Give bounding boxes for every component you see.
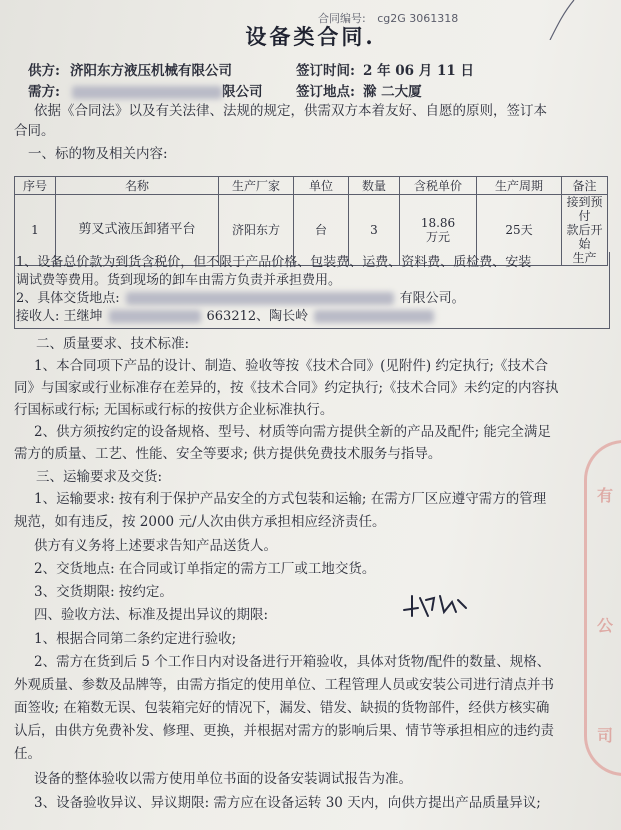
- s3-p2: 2、交货地点: 在合同或订单指定的需方工厂或工地交货。: [34, 561, 376, 577]
- sign-time: 签订时间: 2 年 06 月 11 日: [296, 63, 474, 79]
- seal-char: 司: [597, 726, 614, 745]
- note-line: 接到预付: [566, 195, 603, 223]
- redacted-buyer: [72, 86, 222, 99]
- s2-p2-line1: 2、供方须按约定的设备规格、型号、材质等向需方提供全新的产品及配件; 能完全满足: [34, 424, 551, 440]
- handwritten-signature: [400, 590, 480, 620]
- col-header: 生产厂家: [219, 177, 294, 195]
- cell-period: 25天: [477, 195, 562, 266]
- s2-p1-line1: 1、本合同项下产品的设计、制造、验收等按《技术合同》(见附件) 约定执行;《技术合: [34, 358, 548, 374]
- cell-maker: 济阳东方: [219, 195, 294, 266]
- delivery-address: 2、具体交货地点: 有限公司。: [16, 291, 465, 306]
- price-value: 18.86: [420, 216, 456, 230]
- col-header: 含税单价: [400, 177, 477, 195]
- s3-duty: 供方有义务将上述要求告知产品送货人。: [34, 538, 277, 554]
- contract-number: 合同编号: cg2G 3061318: [318, 12, 459, 25]
- section-3-title: 三、运输要求及交货:: [36, 469, 163, 485]
- seal-char: 有: [597, 486, 614, 505]
- note-1-line-1: 1、设备总价款为到货含税价，但不限于产品价格、包装费、运费、资料费、质检费、安装: [16, 255, 532, 270]
- seal-char: 公: [597, 616, 614, 635]
- redacted-phone: [314, 310, 434, 323]
- cell-no: 1: [15, 195, 56, 266]
- redacted-address: [126, 292, 394, 305]
- s4-p2-line1: 2、需方在货到后 5 个工作日内对设备进行开箱验收，具体对货物/配件的数量、规格、: [34, 654, 551, 670]
- s2-p2-line2: 需方的质量、工艺、性能、安全等要求; 供方提供免费技术服务与指导。: [14, 446, 442, 462]
- price-unit: 万元: [425, 230, 450, 244]
- intro-line-2: 合同。: [14, 123, 55, 139]
- note-1-line-2: 调试费等费用。货到现场的卸车由需方负责并承担费用。: [16, 273, 342, 288]
- cell-qty: 3: [349, 195, 400, 266]
- cell-name: 剪叉式液压卸猪平台: [56, 195, 219, 266]
- col-header: 序号: [15, 177, 56, 195]
- s3-p3: 3、交货期限: 按约定。: [34, 584, 173, 600]
- col-header: 名称: [56, 177, 219, 195]
- s4-p1: 1、根据合同第二条约定进行验收;: [34, 631, 237, 647]
- buyer-line: 需方: 限公司: [28, 84, 263, 100]
- section-4-title: 四、验收方法、标准及提出异议的期限:: [34, 607, 269, 623]
- col-header: 备注: [562, 177, 608, 195]
- col-header: 生产周期: [477, 177, 562, 195]
- sign-place: 签订地点: 滁 二大厦: [296, 84, 422, 100]
- s2-p1-line2: 同》与国家或行业标准存在差异的，按《技术合同》约定执行;《技术合同》未约定的内容执: [14, 380, 559, 396]
- page-title: 设备类合同.: [245, 24, 376, 49]
- s4-whole: 设备的整体验收以需方使用单位书面的设备安装调试报告为准。: [34, 771, 412, 787]
- s4-p2-line5: 任。: [14, 746, 41, 762]
- s2-p1-line3: 行国标或行标; 无国标或行标的按供方企业标准执行。: [14, 402, 334, 418]
- s3-p1-line1: 1、运输要求: 按有利于保护产品安全的方式包装和运输; 在需方厂区应遵守需方的管理: [34, 491, 547, 507]
- intro-line-1: 依据《合同法》以及有关法律、法规的规定，供需双方本着友好、自愿的原则，签订本: [34, 103, 547, 119]
- s4-p2-line4: 认后，由供方免费补发、修理、更换，并根据对需方的影响后果、情节等承担相应的违约责: [14, 723, 554, 739]
- s4-p2-line2: 外观质量、参数及品牌等，由需方指定的使用单位、工程管理人员或安装公司进行清点并书: [14, 677, 554, 693]
- s4-p2-line3: 面签收; 在箱数无误、包装箱完好的情况下，漏发、错发、缺损的货物部件，经供方核实确: [14, 700, 550, 716]
- col-header: 数量: [349, 177, 400, 195]
- redacted-phone: [109, 310, 201, 323]
- cell-unit: 台: [294, 195, 349, 266]
- note-line: 款后开始: [566, 223, 603, 251]
- company-seal: [584, 440, 621, 776]
- section-1-title: 一、标的物及相关内容:: [28, 146, 168, 162]
- s4-p3: 3、设备验收异议、异议期限: 需方应在设备运转 30 天内，向供方提出产品质量异议;: [34, 795, 541, 811]
- receiver-line: 接收人: 王继坤 663212、陶长岭: [16, 308, 434, 326]
- section-2-title: 二、质量要求、技术标准:: [36, 336, 190, 352]
- table-header-row: [15, 177, 608, 195]
- col-header: 单位: [294, 177, 349, 195]
- supplier-line: 供方: 济阳东方液压机械有限公司: [28, 63, 232, 79]
- note-line: 生产: [572, 251, 597, 265]
- s3-p1-line2: 规范，如有违反，按 2000 元/人次由供方承担相应经济责任。: [14, 514, 386, 530]
